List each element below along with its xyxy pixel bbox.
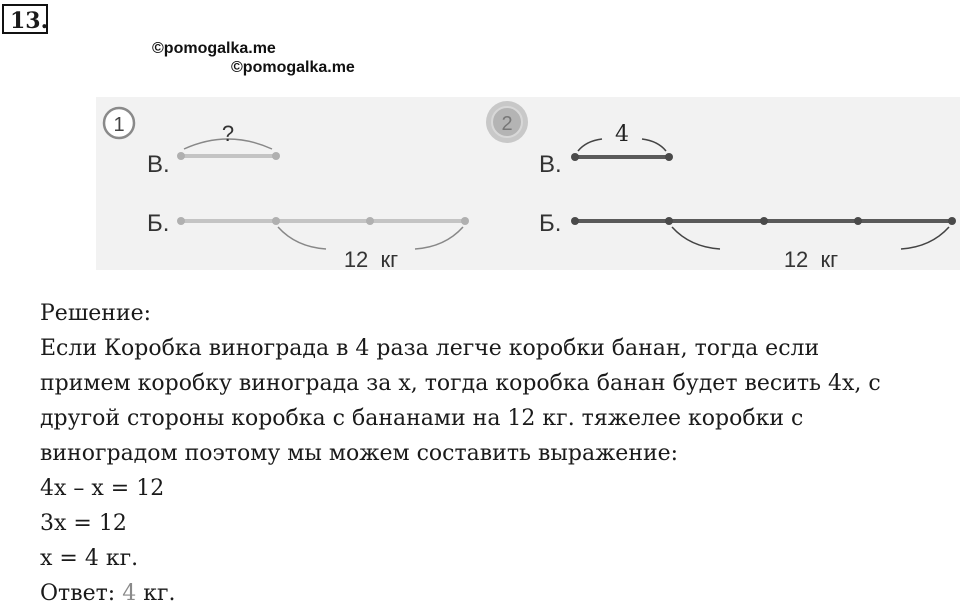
option-1-bottom-brace-right: [415, 227, 463, 249]
solution-line: Если Коробка винограда в 4 раза легче коробки банан, тогда если: [40, 336, 820, 361]
segment-point: [760, 217, 768, 225]
segment-point: [948, 217, 956, 225]
solution-heading: Решение:: [40, 301, 152, 326]
segment-point: [177, 152, 185, 160]
equation-line: 4x – x = 12: [40, 476, 165, 501]
option-1-grapes-label: В.: [147, 151, 170, 178]
segment-diagram: [96, 97, 960, 270]
solution-text: [40, 296, 940, 611]
option-2-bottom-brace-right: [901, 227, 949, 249]
equation-line: x = 4 кг.: [40, 546, 139, 571]
option-2: [486, 101, 956, 270]
segment-point: [272, 152, 280, 160]
option-2-bananas-label: Б.: [539, 210, 562, 237]
solution-line: примем коробку винограда за x, тогда коробка банан будет весить 4x, с: [40, 371, 881, 396]
option-1-bananas-label: Б.: [147, 210, 170, 237]
segment-point: [854, 217, 862, 225]
segment-point: [177, 217, 185, 225]
solution-line: виноградом поэтому мы можем составить выражение:: [40, 441, 679, 466]
option-2-badge-label: 2: [501, 113, 513, 135]
segment-point: [461, 217, 469, 225]
segment-point: [272, 217, 280, 225]
equation-line: 3x = 12: [40, 511, 127, 536]
task-number: 13.: [2, 4, 48, 34]
option-2-grapes-value: 4: [615, 122, 629, 147]
option-1-unknown-mark: ?: [221, 121, 235, 146]
option-2-weight-label: 12 кг: [783, 247, 839, 270]
segment-point: [665, 153, 673, 161]
option-1-weight-label: 12 кг: [343, 247, 399, 270]
watermark: ©pomogalka.me: [152, 40, 276, 57]
option-1-badge-label: 1: [113, 114, 125, 136]
watermark: ©pomogalka.me: [231, 59, 355, 76]
answer-value: 4: [122, 581, 137, 606]
answer-prefix: Ответ:: [40, 581, 123, 606]
option-2-grapes-label: В.: [539, 151, 562, 178]
solution-line: другой стороны коробка с бананами на 12 кг. тяжелее коробки с: [40, 406, 804, 431]
option-1: [104, 108, 469, 270]
option-2-top-brace-right: [642, 139, 666, 151]
segment-point: [366, 217, 374, 225]
segment-point: [665, 217, 673, 225]
segment-point: [571, 153, 579, 161]
option-1-bottom-brace-left: [278, 227, 326, 249]
option-2-top-brace-left: [578, 139, 602, 151]
answer-suffix: кг.: [136, 581, 176, 606]
segment-point: [571, 217, 579, 225]
option-2-bottom-brace-left: [672, 227, 720, 249]
diagram-svg: [96, 97, 960, 270]
